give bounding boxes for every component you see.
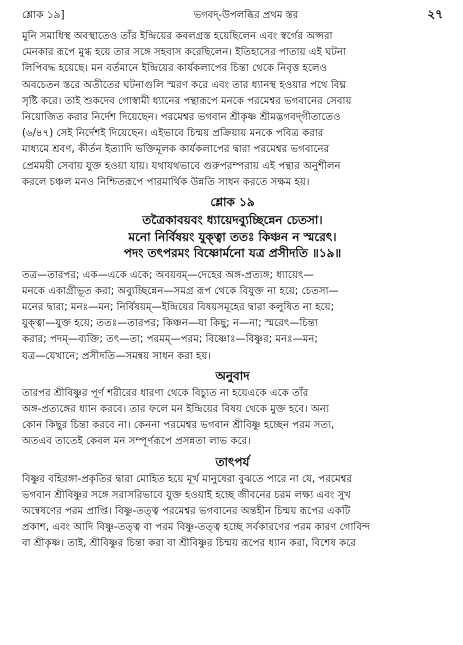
header-chapter-title: ভগবদ্-উপলব্ধির প্রথম স্তর: [193, 10, 299, 21]
synonym-line: যুক্ত্বা—যুক্ত হয়ে; ততঃ—তারপর; কিঞ্চন—যা কিছু; ন—না; স্মরেৎ—চিন্তা: [22, 318, 318, 330]
purport-line: বা শ্রীকৃষ্ণ। তাই, শ্রীবিষ্ণুর চিন্তা করা বা শ্রীবিষ্ণুর চিন্ময় রূপের ধ্যান করা, বিশেষ করে: [22, 538, 356, 550]
text-line: মাধ্যমে শ্রবণ, কীর্তন ইত্যাদি ভক্তিমূলক কার্যকলাপের দ্বারা পরমেশ্বর ভগবানের: [22, 144, 330, 156]
page-number: ২৭: [427, 7, 443, 21]
header-verse-ref: শ্লোক ১৯]: [22, 9, 65, 21]
text-line: সৃষ্টি করে। তাই শুকদেব গোস্বামী ধ্যানের পন্থারূপে মনকে পরমেশ্বর ভগবানের সেবায়: [22, 95, 352, 107]
purport-line: অন্বেষণের পরম প্রাপ্তি। বিষ্ণু-তত্ত্ব পরমেশ্বর ভগবানের অন্তহীন চিন্ময় রূপের একটি: [22, 505, 351, 517]
translation-line: অতএব তাতেই কেবল মন সম্পূর্ণরূপে প্রসন্নতা লাভ করে।: [22, 436, 251, 448]
verse-line: মনো নির্বিষয়ং যুক্ত্বা ততঃ কিঞ্চন ন স্মরেৎ।: [128, 229, 337, 244]
text-line: মেনকার রূপে মুগ্ধ হয়ে তার সঙ্গে সহবাস করেছিলেন। ইতিহাসের পাতায় এই ঘটনা: [22, 47, 346, 59]
text-line: মুনি সমাধিস্থ অবস্থাতেও তাঁর ইন্দ্রিয়ের কবলগ্রস্ত হয়েছিলেন এবং স্বর্গের অপ্সরা: [22, 31, 333, 42]
translation-line: কোন কিছুর চিন্তা করবে না। কেননা পরমেশ্বর ভগবান শ্রীবিষ্ণু হচ্ছেন পরম সত্য,: [22, 420, 335, 432]
text-line: করলে চঞ্চল মনও নিশ্চিতরূপে পারমার্থিক উন্নতি সাধন করতে সক্ষম হয়।: [22, 176, 310, 188]
synonym-line: মনের দ্বারা; মনঃ—মন; নির্বিষয়ম্—ইন্দ্রিয়ের বিষয়সমূহের দ্বারা কলুষিত না হয়ে;: [22, 301, 335, 313]
translation-heading: অনুবাদ: [215, 368, 250, 383]
text-line: অবচেতন স্তরে অতীতের ঘটনাগুলি স্মরণ করে এবং তার ধ্যানস্থ হওয়ার পথে বিঘ্ন: [22, 79, 347, 91]
text-line: নিয়োজিত করার নির্দেশ দিয়েছেন। পরমেশ্বর ভগবান শ্রীকৃষ্ণ শ্রীমদ্ভগবদ্‌গীতাতেও: [22, 112, 341, 124]
word-synonyms: [22, 268, 443, 365]
text-line: লিপিবদ্ধ হয়েছে। মন বর্তমানে ইন্দ্রিয়ের কার্যকলাপের চিন্তা থেকে নিবৃত্ত হলেও: [22, 63, 328, 75]
synonym-line: করার; পদম্—ব্যক্তি; তৎ—তা; পরমম্—পরম; বিষ্ণোঃ—বিষ্ণুর; মনঃ—মন;: [22, 334, 318, 346]
purport-line: ভগবান শ্রীবিষ্ণুর সঙ্গে সরাসরিভাবে যুক্ত হওয়াই হচ্ছে জীবনের চরম লক্ষ্য এবং সুখ: [22, 489, 351, 501]
verse-line: তত্রৈকাবয়বং ধ্যায়েদব্যুচ্ছিন্নেন চেতসা।: [142, 213, 323, 228]
synonym-line: মনকে একাগ্রীভূত করা; অব্যুচ্ছিন্নেন—সমগ্র রূপ থেকে বিযুক্ত না হয়ে; চেতসা—: [22, 285, 339, 297]
running-header: [22, 6, 443, 26]
verse-heading: শ্লোক ১৯: [210, 195, 255, 210]
text-line: প্রেমময়ী সেবায় যুক্ত হওয়া যায়। যথাযথভাবে গুরুপরম্পরায় এই পন্থার অনুশীলন: [22, 160, 341, 172]
intro-paragraph: [22, 29, 443, 191]
synonym-line: তত্র—তারপর; এক—একে একে; অবয়বম্—দেহের অঙ্গ-প্রত্যঙ্গ; ধ্যায়েৎ—: [22, 269, 314, 281]
purport-paragraph: [22, 472, 443, 553]
purport-line: প্রকাশ, এবং আদি বিষ্ণু-তত্ত্ব বা পরম বিষ্ণু-তত্ত্ব হচ্ছে সর্বকারণের পরম কারণ গোবিন্দ: [22, 522, 371, 534]
translation-line: অঙ্গ-প্রত্যঙ্গের ধ্যান করবে। তার ফলে মন ইন্দ্রিয়ের বিষয় থেকে মুক্ত হবে। অন্য: [22, 403, 329, 415]
sanskrit-verse: [22, 212, 443, 262]
purport-heading: তাৎপর্য: [215, 454, 250, 469]
translation-paragraph: [22, 386, 443, 451]
text-line: (৬/৪৭) সেই নির্দেশই দিয়েছেন। এইভাবে চিন্ময় প্রক্রিয়ায় মনকে পবিত্র করার: [22, 128, 324, 140]
purport-line: বিষ্ণুর বহিরঙ্গা-প্রকৃতির দ্বারা মোহিত হয়ে মূর্খ মানুষেরা বুঝতে পারে না যে, পরমেশ্বর: [22, 473, 353, 485]
synonym-line: যত্র—যেখানে; প্রসীদতি—সমন্বয় সাধন করা হয়।: [22, 350, 212, 362]
translation-line: তারপর শ্রীবিষ্ণুর পূর্ণ শরীরের ধারণা থেকে বিচ্যুত না হয়েএকে একে তাঁর: [22, 387, 309, 399]
verse-line: পদং তৎপরমং বিষ্ণোর্মনো যত্র প্রসীদতি ॥১৯॥: [123, 246, 342, 261]
